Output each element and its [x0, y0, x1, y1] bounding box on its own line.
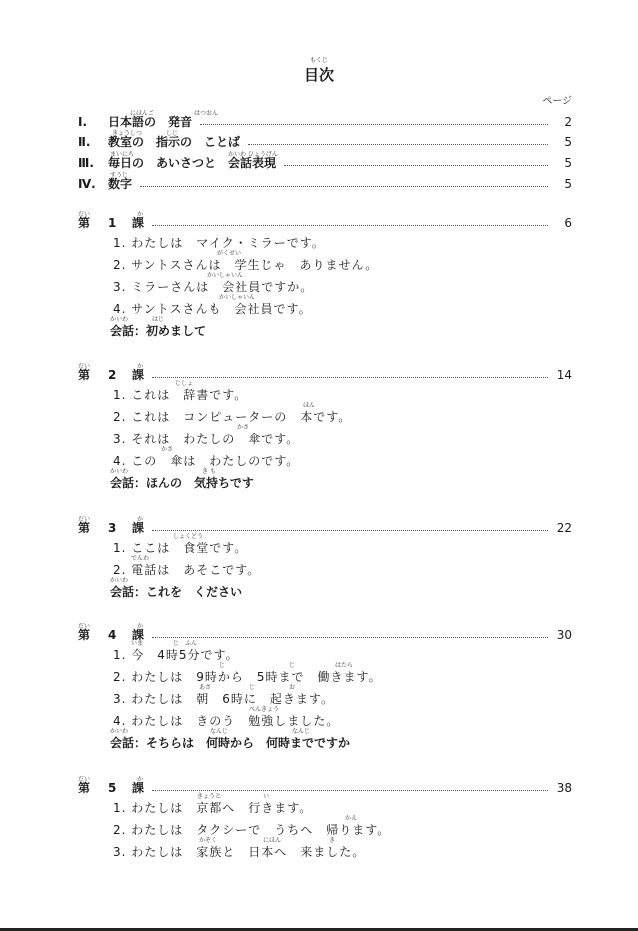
page-column-label: ページ [542, 96, 572, 107]
lesson-heading [78, 365, 572, 383]
intro-label: 教室の 指示の ことば [108, 135, 241, 149]
lesson-item: 3. それは わたしの 傘です。 [113, 432, 300, 446]
item-ruby: はたら [335, 662, 354, 669]
dai-ruby: だい [78, 363, 91, 370]
item-ruby: かさ [161, 446, 174, 453]
ka-ruby: か [137, 516, 144, 523]
lesson-number: 4 [108, 628, 117, 642]
intro-ruby: しじ [166, 130, 179, 137]
ka-ruby: か [137, 776, 144, 783]
intro-ruby: きょうしつ [112, 130, 143, 137]
item-ruby: じ ふん [173, 640, 198, 647]
item-ruby: きょうと [197, 793, 222, 800]
intro-line [78, 132, 572, 150]
item-ruby: き [329, 837, 336, 844]
kaiwa-ruby: かいわ [110, 316, 129, 323]
lesson-dai: 第 [78, 781, 91, 795]
kaiwa-title: 会話：初めまして [110, 324, 207, 338]
lesson-item: 3. わたしは 朝 6時に 起きます。 [113, 692, 334, 706]
intro-page-number: 5 [564, 135, 572, 149]
lesson-dai: 第 [78, 216, 91, 230]
lesson-ka: 課 [132, 628, 145, 642]
lesson-item: 2. これは コンピューターの 本です。 [113, 410, 352, 424]
intro-ruby: まいにち [110, 151, 135, 158]
item-ruby: がくせい [217, 250, 242, 257]
lesson-item: 1. これは 辞書です。 [113, 388, 248, 402]
item-ruby: かえ [345, 815, 358, 822]
intro-page-number: 2 [564, 115, 572, 129]
intro-page-number: 5 [564, 156, 572, 170]
item-ruby: お [289, 684, 296, 691]
lesson-ka: 課 [132, 521, 145, 535]
lesson-page-number: 22 [556, 521, 572, 535]
kaiwa-ruby: なんじ [292, 728, 311, 735]
dot-leader [152, 224, 548, 226]
lesson-page-number: 30 [556, 628, 572, 642]
item-ruby: でんわ [131, 555, 150, 562]
dai-ruby: だい [78, 211, 91, 218]
lesson-ka: 課 [132, 781, 145, 795]
lesson-item: 2. サントスさんは 学生じゃ ありません。 [113, 258, 379, 272]
item-ruby: あさ [199, 684, 212, 691]
intro-ruby: かいわ ひょうげん [228, 151, 278, 158]
dot-leader [152, 789, 548, 791]
kaiwa-title: 会話：これを ください [110, 585, 243, 599]
lesson-item: 1. わたしは マイク・ミラーです。 [113, 236, 325, 250]
kaiwa-ruby: かいわ [110, 728, 129, 735]
item-ruby: じ [219, 662, 226, 669]
lesson-dai: 第 [78, 521, 91, 535]
lesson-number: 2 [108, 368, 117, 382]
intro-ruby: はつおん [194, 110, 219, 117]
dot-leader [140, 185, 548, 187]
dot-leader [248, 143, 548, 145]
item-ruby: かさ [237, 424, 250, 431]
item-ruby: かいしゃいん [207, 272, 244, 279]
item-ruby: いま [131, 640, 144, 647]
intro-line [78, 153, 572, 171]
lesson-item: 1. ここは 食堂です。 [113, 541, 248, 555]
lesson-item: 2. わたしは タクシーで うちへ 帰ります。 [113, 823, 391, 837]
intro-numeral: Ⅳ. [78, 177, 96, 191]
lesson-dai: 第 [78, 628, 91, 642]
item-ruby: かいしゃいん [219, 294, 256, 301]
title-ruby: もくじ [309, 57, 328, 64]
dot-leader [152, 376, 548, 378]
lesson-number: 1 [108, 216, 117, 230]
item-ruby: べんきょう [249, 706, 280, 713]
ka-ruby: か [137, 363, 144, 370]
dai-ruby: だい [78, 516, 91, 523]
item-ruby: じ [289, 662, 296, 669]
dot-leader [152, 636, 548, 638]
dot-leader [284, 164, 548, 166]
item-ruby: しょくどう [173, 533, 204, 540]
item-ruby: にほん [263, 837, 282, 844]
kaiwa-title: 会話：ほんの 気持ちです [110, 476, 254, 490]
lesson-item: 2. 電話は あそこです。 [113, 563, 261, 577]
ka-ruby: か [137, 211, 144, 218]
intro-label: 毎日の あいさつと 会話表現 [108, 156, 277, 170]
lesson-number: 5 [108, 781, 117, 795]
lesson-heading [78, 213, 572, 231]
intro-ruby: すうじ [110, 172, 129, 179]
dot-leader [152, 529, 548, 531]
lesson-item: 3. ミラーさんは 会社員ですか。 [113, 280, 314, 294]
kaiwa-title: 会話：そちらは 何時から 何時までですか [110, 736, 351, 750]
lesson-item: 1. 今 4時5分です。 [113, 648, 239, 662]
lesson-ka: 課 [132, 216, 145, 230]
intro-numeral: Ⅲ. [78, 156, 94, 170]
lesson-item: 1. わたしは 京都へ 行きます。 [113, 801, 313, 815]
kaiwa-ruby: かいわ [110, 577, 129, 584]
lesson-number: 3 [108, 521, 117, 535]
lesson-page-number: 38 [556, 781, 572, 795]
lesson-dai: 第 [78, 368, 91, 382]
kaiwa-ruby: なんじ [210, 728, 229, 735]
page-title: 目次 [303, 66, 334, 84]
lesson-item: 4. わたしは きのう 勉強しました。 [113, 714, 340, 728]
lesson-heading [78, 625, 572, 643]
lesson-heading [78, 518, 572, 536]
lesson-item: 4. この 傘は わたしのです。 [113, 454, 300, 468]
lesson-item: 2. わたしは 9時から 5時まで 働きます。 [113, 670, 382, 684]
kaiwa-ruby: はじ [152, 316, 165, 323]
item-ruby: じしょ [175, 380, 194, 387]
intro-numeral: Ⅰ. [78, 115, 88, 129]
kaiwa-ruby: き も [202, 468, 216, 475]
intro-numeral: Ⅱ. [78, 135, 91, 149]
lesson-page-number: 6 [564, 216, 572, 230]
lesson-item: 4. サントスさんも 会社員です。 [113, 302, 312, 316]
dai-ruby: だい [78, 623, 91, 630]
lesson-item: 3. わたしは 家族と 日本へ 来ました。 [113, 845, 366, 859]
kaiwa-ruby: かいわ [110, 468, 129, 475]
item-ruby: じ [249, 684, 256, 691]
item-ruby: い [263, 793, 270, 800]
lesson-page-number: 14 [556, 368, 572, 382]
dot-leader [200, 123, 548, 125]
intro-label: 日本語の 発音 [108, 115, 193, 129]
item-ruby: ほん [303, 402, 316, 409]
intro-ruby: にほんご [130, 110, 155, 117]
intro-line [78, 174, 572, 192]
intro-page-number: 5 [564, 177, 572, 191]
ka-ruby: か [137, 623, 144, 630]
lesson-ka: 課 [132, 368, 145, 382]
intro-label: 数字 [108, 177, 133, 191]
dai-ruby: だい [78, 776, 91, 783]
lesson-heading [78, 778, 572, 796]
item-ruby: かぞく [199, 837, 218, 844]
